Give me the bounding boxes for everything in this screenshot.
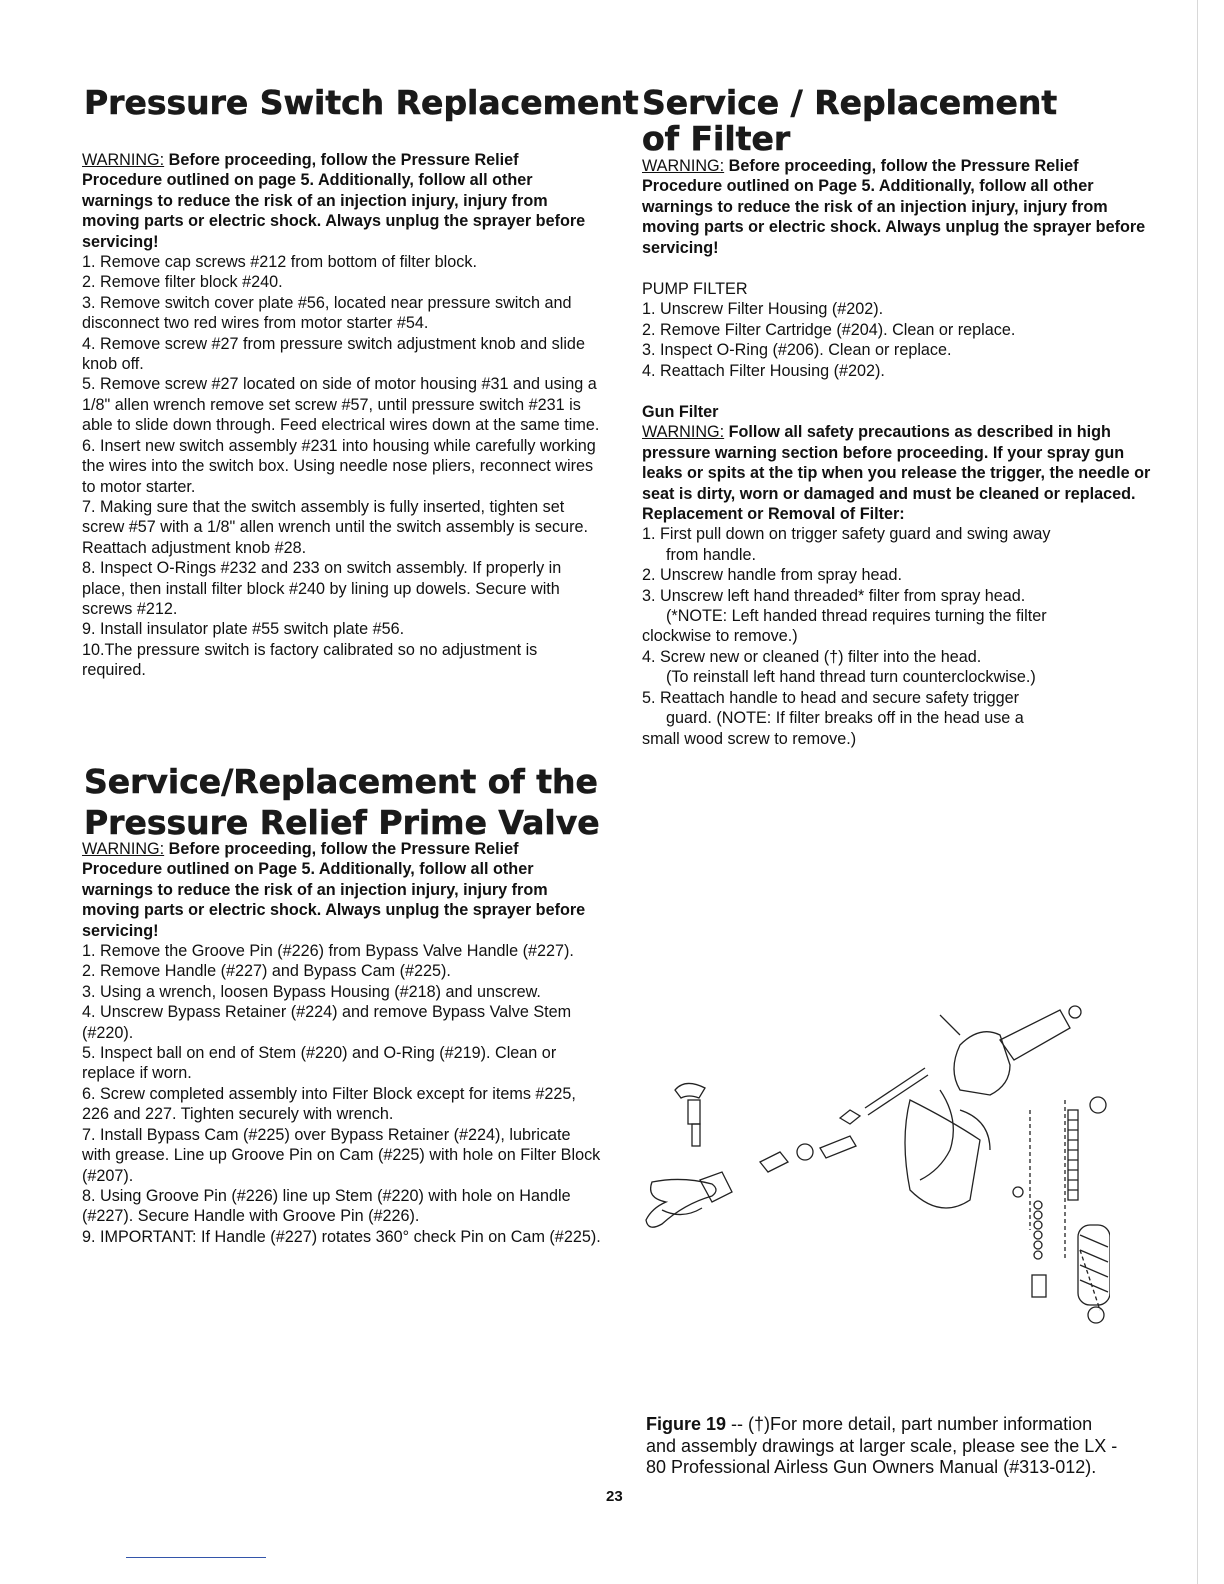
- step-item: 5. Inspect ball on end of Stem (#220) and O-Ring (#219). Clean or replace if worn.: [82, 1044, 557, 1083]
- step-item: clockwise to remove.): [642, 627, 798, 646]
- pump-filter-steps: [642, 299, 1152, 381]
- step-item: 8. Using Groove Pin (#226) line up Stem (#220) with hole on Handle (#227). Secure Handle with Groove Pin (#226).: [82, 1186, 571, 1226]
- warning-text: Before proceeding, follow the Pressure Relief Procedure outlined on Page 5. Additionally, follow all other warnings to reduce the risk of an injection injury, injury from moving parts or electric shock. Always unplug the sprayer before servicing!: [642, 157, 1146, 257]
- gun-filter-section: [642, 402, 1152, 749]
- pressure-switch-title: Pressure Switch Replacement: [84, 83, 639, 122]
- step-item: from handle.: [666, 545, 756, 564]
- step-item: 9. Install insulator plate #55 switch plate #56.: [82, 620, 405, 639]
- warning-text: Before proceeding, follow the Pressure Relief Procedure outlined on Page 5. Additionally, follow all other warnings to reduce the risk of an injection injury, injury from moving parts or electric shock. Always unplug the sprayer before servicing!: [82, 840, 586, 940]
- warning-text: Follow all safety precautions as described in high pressure warning section before proceeding. If your spray gun leaks or spits at the tip when you release the trigger, the needle or seat is dirty, worn or damaged and must be cleaned or replaced.: [642, 423, 1151, 503]
- removal-label: Replacement or Removal of Filter:: [642, 505, 905, 524]
- step-item: 3. Unscrew left hand threaded* filter from spray head.: [642, 586, 1026, 605]
- pressure-switch-steps: [82, 252, 602, 681]
- spray-gun-exploded-diagram: [640, 1000, 1110, 1340]
- step-item: 7. Install Bypass Cam (#225) over Bypass Retainer (#224), lubricate with grease. Line up Groove Pin on Cam (#225) with hole on Filter Block (#207).: [82, 1125, 601, 1185]
- step-item: 2. Remove Handle (#227) and Bypass Cam (#225).: [82, 962, 451, 981]
- step-item: 7. Making sure that the switch assembly is fully inserted, tighten set screw #57 with a 1/8" allen wrench until the switch assembly is secure. Reattach adjustment knob #28.: [82, 497, 588, 557]
- step-item: 1. Unscrew Filter Housing (#202).: [642, 300, 884, 319]
- gun-filter-label: Gun Filter: [642, 403, 719, 421]
- warning-label: WARNING:: [82, 840, 165, 858]
- step-item: 9. IMPORTANT: If Handle (#227) rotates 360° check Pin on Cam (#225).: [82, 1227, 601, 1246]
- step-item: 3. Inspect O-Ring (#206). Clean or replace.: [642, 341, 952, 360]
- step-item: (*NOTE: Left handed thread requires turning the filter: [666, 607, 1047, 626]
- filter-warning-block: [642, 156, 1152, 258]
- filter-warning: [642, 156, 1152, 258]
- gun-filter-warning: [642, 422, 1152, 504]
- relief-valve-section: [82, 839, 602, 1247]
- step-item: 2. Remove Filter Cartridge (#204). Clean or replace.: [642, 320, 1016, 339]
- step-item: 3. Remove switch cover plate #56, located near pressure switch and disconnect two red wires from motor starter #54.: [82, 293, 572, 333]
- warning-label: WARNING:: [82, 151, 165, 169]
- step-item: 6. Insert new switch assembly #231 into housing while carefully working the wires into the switch box. Using needle nose pliers, reconnect wires to motor starter.: [82, 436, 596, 496]
- step-item: 10.The pressure switch is factory calibrated so no adjustment is required.: [82, 640, 538, 680]
- figure-label: Figure 19: [646, 1414, 727, 1434]
- relief-valve-title-2: Pressure Relief Prime Valve: [84, 803, 600, 842]
- step-item: small wood screw to remove.): [642, 729, 857, 748]
- warning-text: Before proceeding, follow the Pressure Relief Procedure outlined on page 5. Additionally, follow all other warnings to reduce the risk of an injection injury, injury from moving parts or electric shock. Always unplug the sprayer before servicing!: [82, 151, 586, 251]
- step-item: 2. Remove filter block #240.: [82, 273, 283, 292]
- page-number: 23: [606, 1488, 623, 1505]
- filter-title-1: Service / Replacement: [642, 83, 1058, 122]
- pressure-switch-warning: [82, 150, 602, 252]
- step-item: 2. Unscrew handle from spray head.: [642, 566, 903, 585]
- gun-filter-steps: [642, 524, 1152, 748]
- figure-caption-text: -- (†)For more detail, part number information and assembly drawings at larger scale, please see the LX - 80 Professional Airless Gun Owners Manual (#313-012).: [646, 1414, 1118, 1477]
- relief-valve-warning: [82, 839, 602, 941]
- step-item: 4. Unscrew Bypass Retainer (#224) and remove Bypass Valve Stem (#220).: [82, 1003, 572, 1042]
- step-item: guard. (NOTE: If filter breaks off in the head use a: [666, 709, 1024, 728]
- relief-valve-steps: [82, 941, 602, 1247]
- step-item: 1. First pull down on trigger safety guard and swing away: [642, 525, 1051, 544]
- step-item: 8. Inspect O-Rings #232 and 233 on switch assembly. If properly in place, then install filter block #240 by lining up dowels. Secure with screws #212.: [82, 559, 562, 618]
- step-item: 6. Screw completed assembly into Filter Block except for items #225, 226 and 227. Tighten securely with wrench.: [82, 1084, 576, 1124]
- step-item: 4. Remove screw #27 from pressure switch adjustment knob and slide knob off.: [82, 334, 585, 374]
- step-item: 5. Reattach handle to head and secure safety trigger: [642, 688, 1020, 707]
- relief-valve-title-1: Service/Replacement of the: [84, 762, 598, 801]
- pressure-switch-section: [82, 150, 602, 681]
- figure-caption: [646, 1414, 1126, 1479]
- step-item: 5. Remove screw #27 located on side of motor housing #31 and using a 1/8" allen wrench remove set screw #57, until pressure switch #231 is able to slide down through. Feed electrical wires down at the same time.: [82, 375, 600, 435]
- pump-filter-label: PUMP FILTER: [642, 280, 748, 298]
- warning-label: WARNING:: [642, 423, 725, 442]
- step-item: (To reinstall left hand thread turn counterclockwise.): [666, 668, 1036, 687]
- step-item: 4. Reattach Filter Housing (#202).: [642, 361, 885, 380]
- step-item: 3. Using a wrench, loosen Bypass Housing (#218) and unscrew.: [82, 982, 541, 1001]
- filter-title-2: of Filter: [642, 119, 791, 158]
- warning-label: WARNING:: [642, 157, 725, 175]
- step-item: 1. Remove the Groove Pin (#226) from Bypass Valve Handle (#227).: [82, 942, 574, 961]
- pump-filter-section: [642, 279, 1152, 381]
- page-edge-line: [1197, 0, 1198, 1584]
- step-item: 1. Remove cap screws #212 from bottom of filter block.: [82, 253, 477, 272]
- step-item: 4. Screw new or cleaned (†) filter into the head.: [642, 647, 982, 666]
- footer-rule: [126, 1557, 266, 1558]
